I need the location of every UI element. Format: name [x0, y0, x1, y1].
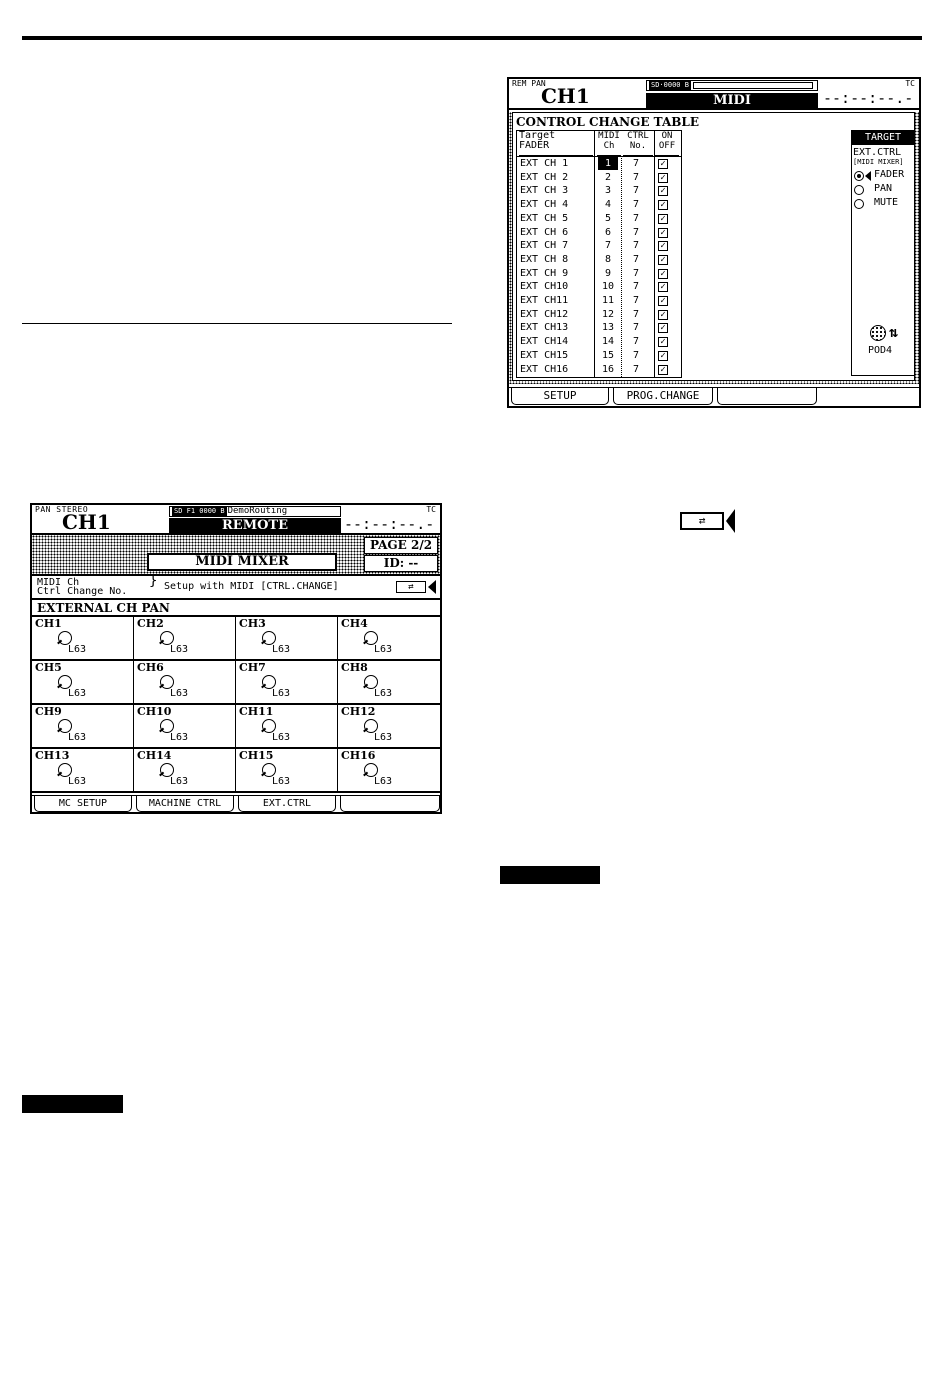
pan-cell — [236, 617, 338, 661]
row-midi-ch[interactable]: 14 — [601, 336, 615, 348]
pan-value: L63 — [68, 732, 87, 743]
table-row[interactable] — [517, 212, 681, 226]
table-row[interactable] — [517, 280, 681, 294]
tab-bar — [32, 795, 440, 812]
section-title: EXTERNAL CH PAN — [32, 600, 440, 617]
project-box — [646, 80, 818, 91]
row-target-name: EXT CH 2 — [520, 171, 569, 183]
mode-label: PAN STEREO — [35, 505, 89, 514]
row-target-name: EXT CH 8 — [520, 253, 569, 265]
pan-knob-icon[interactable] — [262, 631, 276, 645]
pan-knob-icon[interactable] — [364, 719, 378, 733]
table-row[interactable] — [517, 226, 681, 240]
row-target-name: EXT CH 7 — [520, 240, 569, 252]
pan-knob-icon[interactable] — [262, 675, 276, 689]
row-ctrl-no[interactable]: 7 — [632, 349, 640, 361]
row-on-checkbox[interactable]: ✓ — [658, 173, 668, 183]
row-ctrl-no[interactable]: 7 — [632, 185, 640, 197]
row-midi-ch[interactable]: 7 — [604, 240, 612, 252]
channel-label: CH14 — [137, 749, 172, 762]
row-ctrl-no[interactable]: 7 — [632, 281, 640, 293]
row-ctrl-no[interactable]: 7 — [632, 158, 640, 169]
column-on-line-2: OFF — [658, 141, 676, 151]
row-on-checkbox[interactable]: ✓ — [658, 228, 668, 238]
channel-label: CH1 — [35, 617, 62, 630]
midi-mixer-title: MIDI MIXER — [147, 553, 337, 571]
row-on-checkbox[interactable]: ✓ — [658, 200, 668, 210]
tab-bar — [509, 387, 919, 405]
pan-cell — [338, 749, 440, 793]
channel-label: CH16 — [341, 749, 376, 762]
row-midi-ch[interactable]: 10 — [601, 281, 615, 293]
tc-label: TC — [426, 505, 436, 514]
section-rule — [22, 323, 452, 324]
pan-knob-icon[interactable] — [364, 631, 378, 645]
pan-knob-icon[interactable] — [58, 763, 72, 777]
screen-header — [509, 79, 919, 110]
screen-title: MIDI — [646, 93, 818, 108]
tab-mc-setup[interactable]: MC SETUP — [34, 796, 132, 812]
table-row[interactable] — [517, 363, 681, 377]
row-midi-ch[interactable]: 12 — [601, 308, 615, 320]
table-row[interactable] — [517, 171, 681, 185]
tab-machine-ctrl[interactable]: MACHINE CTRL — [136, 796, 234, 812]
pan-knob-icon[interactable] — [160, 631, 174, 645]
channel-label: CH3 — [239, 617, 266, 630]
row-on-checkbox[interactable]: ✓ — [658, 296, 668, 306]
setup-brace: } — [149, 573, 158, 589]
channel-label: CH11 — [239, 705, 274, 718]
row-on-checkbox[interactable]: ✓ — [658, 351, 668, 361]
column-ctrl-line-2: No. — [629, 141, 647, 151]
row-midi-ch[interactable]: 8 — [604, 253, 612, 265]
target-sub: [MIDI MIXER] — [853, 158, 904, 166]
column-on-line-1: ON — [661, 131, 673, 141]
channel-label: CH12 — [341, 705, 376, 718]
row-midi-ch[interactable]: 9 — [604, 267, 612, 279]
table-row[interactable] — [517, 267, 681, 281]
pan-knob-icon[interactable] — [160, 675, 174, 689]
column-on-off — [655, 131, 679, 156]
row-on-checkbox[interactable]: ✓ — [658, 365, 668, 375]
up-down-arrow-icon: ⇅ — [889, 323, 899, 341]
row-target-name: EXT CH13 — [520, 322, 569, 334]
column-midi-ch — [597, 131, 621, 156]
row-ctrl-no[interactable]: 7 — [632, 267, 640, 279]
project-meter — [693, 82, 813, 89]
row-ctrl-no[interactable]: 7 — [632, 295, 640, 306]
column-midi-line-2: Ch — [603, 141, 615, 151]
table-panel — [512, 112, 915, 381]
pod-label: POD4 — [868, 345, 893, 356]
project-name: DemoRouting — [227, 506, 288, 516]
cursor-arrow-icon — [865, 171, 871, 181]
row-midi-ch[interactable]: 1 — [598, 157, 618, 170]
pan-value: L63 — [68, 644, 87, 655]
row-midi-ch[interactable]: 4 — [604, 199, 612, 211]
device-id: ID: -- — [364, 555, 438, 572]
row-ctrl-no[interactable]: 7 — [632, 240, 640, 252]
row-on-checkbox[interactable]: ✓ — [658, 337, 668, 347]
pan-value: L63 — [374, 732, 393, 743]
midi-control-change-screen — [507, 77, 921, 408]
page-indicator: PAGE 2/2 — [364, 537, 438, 554]
row-midi-ch[interactable]: 2 — [604, 171, 612, 183]
table-row[interactable] — [517, 294, 681, 308]
row-target-name: EXT CH11 — [520, 295, 569, 306]
top-rule — [22, 36, 922, 40]
row-midi-ch[interactable]: 15 — [601, 349, 615, 361]
tab-control[interactable]: ▲ CONTROL — [340, 796, 440, 812]
pan-value: L63 — [374, 776, 393, 787]
note-label-bar — [22, 1095, 123, 1113]
pan-cell — [134, 661, 236, 705]
row-target-name: EXT CH 5 — [520, 212, 569, 224]
radio-mute[interactable] — [854, 199, 864, 209]
channel-label: CH4 — [341, 617, 368, 630]
timecode: --:--:--.- — [344, 515, 435, 533]
pan-knob-icon[interactable] — [160, 763, 174, 777]
row-ctrl-no[interactable]: 7 — [632, 226, 640, 238]
row-ctrl-no[interactable]: 7 — [632, 171, 640, 183]
pan-value: L63 — [272, 688, 291, 699]
table-row[interactable] — [517, 157, 681, 171]
row-ctrl-no[interactable]: 7 — [632, 322, 640, 334]
row-on-checkbox[interactable]: ✓ — [658, 310, 668, 320]
row-target-name: EXT CH12 — [520, 308, 569, 320]
row-ctrl-no[interactable]: 7 — [632, 308, 640, 320]
pan-cell — [338, 617, 440, 661]
project-box — [169, 506, 341, 517]
pan-knob-icon[interactable] — [160, 719, 174, 733]
pan-cell — [134, 617, 236, 661]
pan-cell — [338, 661, 440, 705]
channel-label: CH6 — [137, 661, 164, 674]
radio-mute-label: MUTE — [874, 197, 899, 208]
pan-value: L63 — [170, 644, 189, 655]
target-ext-ctrl: EXT.CTRL — [853, 147, 902, 158]
channel-label: CH9 — [35, 705, 62, 718]
row-target-name: EXT CH 1 — [520, 158, 569, 169]
column-target-line-2: FADER — [519, 140, 550, 151]
channel-name: CH1 — [541, 84, 590, 108]
pan-value: L63 — [374, 644, 393, 655]
pan-knob-icon[interactable] — [364, 763, 378, 777]
row-midi-ch[interactable]: 5 — [604, 212, 612, 224]
ext-link-button[interactable] — [396, 581, 426, 593]
pan-knob-icon[interactable] — [262, 719, 276, 733]
row-midi-ch[interactable]: 13 — [601, 322, 615, 334]
row-on-checkbox[interactable]: ✓ — [658, 282, 668, 292]
screen-body — [509, 112, 919, 384]
pan-value: L63 — [170, 732, 189, 743]
tab-ctrl-change[interactable]: CTRL.CHANGE — [717, 388, 817, 405]
table-row[interactable] — [517, 335, 681, 349]
table-row[interactable] — [517, 198, 681, 212]
channel-label: CH15 — [239, 749, 274, 762]
pan-value: L63 — [374, 688, 393, 699]
pan-value: L63 — [272, 776, 291, 787]
pan-value: L63 — [272, 732, 291, 743]
row-target-name: EXT CH15 — [520, 349, 569, 361]
radio-fader-label: FADER — [874, 169, 905, 180]
row-midi-ch[interactable]: 16 — [601, 363, 615, 375]
row-midi-ch[interactable]: 6 — [604, 226, 612, 238]
row-on-checkbox[interactable]: ✓ — [658, 323, 668, 333]
target-title: TARGET — [852, 131, 914, 145]
pan-value: L63 — [272, 644, 291, 655]
swap-arrows-icon: ⇄ — [698, 514, 706, 527]
channel-label: CH13 — [35, 749, 70, 762]
control-change-table — [516, 130, 682, 378]
setup-line-2: Ctrl Change No. — [37, 586, 128, 597]
table-row[interactable] — [517, 253, 681, 267]
pan-value: L63 — [170, 688, 189, 699]
row-on-checkbox[interactable]: ✓ — [658, 241, 668, 251]
radio-pan-label: PAN — [874, 183, 893, 194]
channel-name: CH1 — [62, 510, 111, 534]
row-ctrl-no[interactable]: 7 — [632, 253, 640, 265]
row-target-name: EXT CH 9 — [520, 267, 569, 279]
note-label-bar — [500, 866, 600, 884]
column-ctrl-line-1: CTRL — [627, 131, 649, 141]
channel-label: CH10 — [137, 705, 172, 718]
cursor-arrow-icon — [428, 580, 436, 594]
timecode: --:--:--.- — [823, 89, 914, 107]
radio-fader[interactable] — [854, 171, 864, 181]
remote-midi-mixer-screen — [30, 503, 442, 814]
column-target — [519, 131, 593, 156]
table-title: CONTROL CHANGE TABLE — [516, 115, 699, 129]
pan-knob-icon[interactable] — [364, 675, 378, 689]
pan-knob-icon[interactable] — [262, 763, 276, 777]
row-on-checkbox[interactable]: ✓ — [658, 255, 668, 265]
row-target-name: EXT CH 3 — [520, 185, 569, 197]
pan-knob-icon[interactable] — [58, 675, 72, 689]
pan-cell — [32, 749, 134, 793]
pan-knob-grid — [32, 617, 440, 793]
row-ctrl-no[interactable]: 7 — [632, 212, 640, 224]
table-row[interactable] — [517, 349, 681, 363]
ext-link-icon — [680, 512, 724, 530]
cursor-arrow-icon — [726, 509, 735, 533]
pan-cell — [134, 705, 236, 749]
setup-line-1: MIDI Ch — [37, 577, 80, 588]
row-on-checkbox[interactable]: ✓ — [658, 186, 668, 196]
table-row[interactable] — [517, 321, 681, 335]
pan-cell — [32, 705, 134, 749]
tab-ext-ctrl[interactable]: EXT.CTRL — [238, 796, 336, 812]
pan-value: L63 — [68, 776, 87, 787]
pan-knob-icon[interactable] — [58, 719, 72, 733]
pan-cell — [32, 617, 134, 661]
channel-label: CH7 — [239, 661, 266, 674]
row-target-name: EXT CH 4 — [520, 199, 569, 211]
setup-message: Setup with MIDI [CTRL.CHANGE] — [164, 581, 339, 592]
row-on-checkbox[interactable]: ✓ — [658, 159, 668, 169]
row-target-name: EXT CH16 — [520, 363, 569, 375]
tc-label: TC — [905, 79, 915, 88]
row-target-name: EXT CH 6 — [520, 226, 569, 238]
pan-cell — [236, 661, 338, 705]
row-ctrl-no[interactable]: 7 — [632, 363, 640, 375]
table-row[interactable] — [517, 239, 681, 253]
row-target-name: EXT CH14 — [520, 336, 569, 348]
project-tag: SD·0000 B — [651, 81, 689, 89]
channel-label: CH2 — [137, 617, 164, 630]
column-ctrl-no — [623, 131, 653, 156]
channel-label: CH5 — [35, 661, 62, 674]
row-target-name: EXT CH10 — [520, 281, 569, 293]
screen-title: REMOTE — [169, 518, 341, 533]
pan-cell — [134, 749, 236, 793]
radio-pan[interactable] — [854, 185, 864, 195]
tab-prog-change[interactable]: PROG.CHANGE — [613, 388, 713, 405]
row-ctrl-no[interactable]: 7 — [632, 336, 640, 348]
pan-cell — [236, 705, 338, 749]
channel-label: CH8 — [341, 661, 368, 674]
screen-header — [32, 505, 440, 535]
table-row[interactable] — [517, 308, 681, 322]
pod-knob-icon — [870, 325, 886, 341]
pan-value: L63 — [68, 688, 87, 699]
row-midi-ch[interactable]: 3 — [604, 185, 612, 197]
column-target-line-1: Target — [519, 130, 556, 141]
swap-arrows-icon: ⇄ — [408, 582, 414, 592]
mode-label: REM PAN — [512, 79, 546, 88]
setup-info — [32, 574, 440, 600]
pan-cell — [32, 661, 134, 705]
pan-value: L63 — [170, 776, 189, 787]
table-row[interactable] — [517, 184, 681, 198]
row-ctrl-no[interactable]: 7 — [632, 199, 640, 211]
project-tag: SD F1 0000 B — [174, 507, 225, 515]
row-midi-ch[interactable]: 11 — [601, 295, 615, 306]
column-midi-line-1: MIDI — [598, 131, 620, 141]
tab-setup[interactable]: SETUP — [511, 388, 609, 405]
pan-knob-icon[interactable] — [58, 631, 72, 645]
row-on-checkbox[interactable]: ✓ — [658, 269, 668, 279]
row-on-checkbox[interactable]: ✓ — [658, 214, 668, 224]
pan-cell — [338, 705, 440, 749]
pan-cell — [236, 749, 338, 793]
target-panel — [851, 130, 915, 376]
